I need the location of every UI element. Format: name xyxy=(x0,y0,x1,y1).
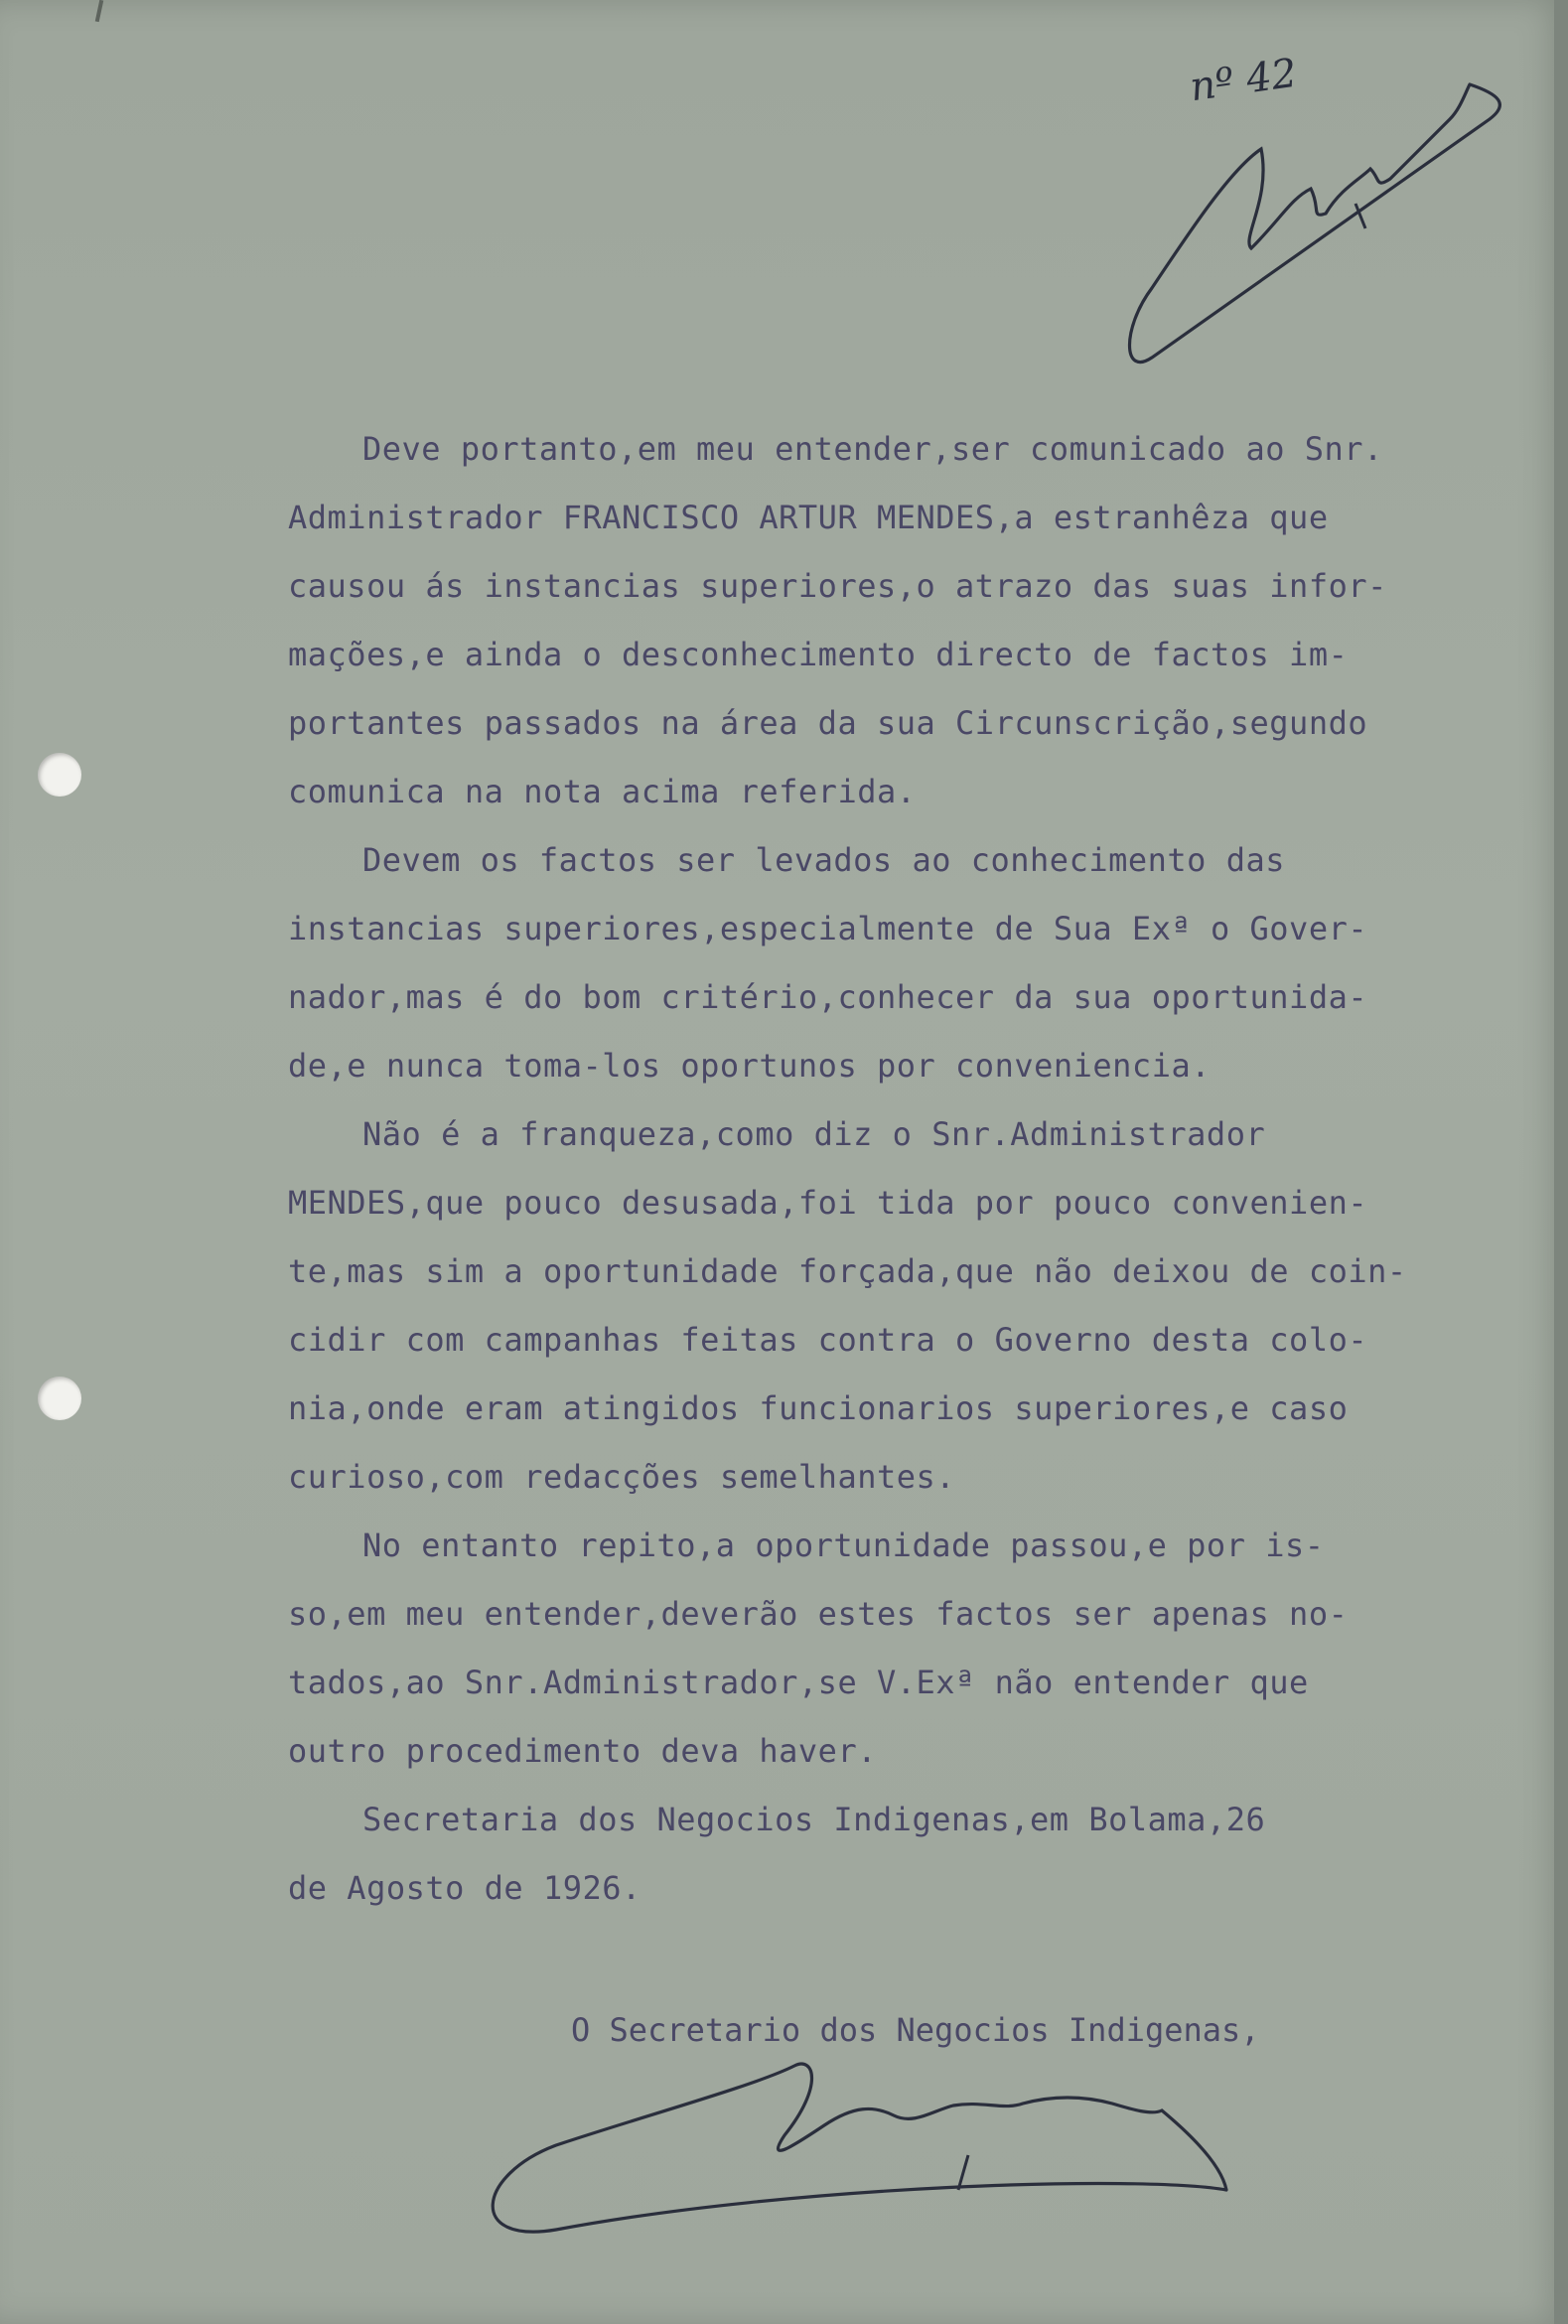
text-line: cidir com campanhas feitas contra o Governo desta colo- xyxy=(288,1321,1368,1359)
text-line: comunica na nota acima referida. xyxy=(288,773,917,810)
text-line: curioso,com redacções semelhantes. xyxy=(288,1458,956,1496)
text-line: nador,mas é do bom critério,conhecer da sua oportunida- xyxy=(288,978,1368,1016)
text-line: de Agosto de 1926. xyxy=(288,1869,641,1907)
closing-title: O Secretario dos Negocios Indigenas, xyxy=(571,2011,1260,2049)
text-line: outro procedimento deva haver. xyxy=(288,1732,877,1770)
text-line: Deve portanto,em meu entender,ser comunicado ao Snr. xyxy=(362,430,1383,468)
text-line: Administrador FRANCISCO ARTUR MENDES,a estranhêza que xyxy=(288,499,1329,536)
text-line: nia,onde eram atingidos funcionarios superiores,e caso xyxy=(288,1389,1349,1427)
text-line: No entanto repito,a oportunidade passou,e por is- xyxy=(362,1526,1325,1564)
text-line: MENDES,que pouco desusada,foi tida por pouco convenien- xyxy=(288,1184,1368,1222)
text-line: de,e nunca toma-los oportunos por conveniencia. xyxy=(288,1047,1211,1085)
text-line: mações,e ainda o desconhecimento directo de factos im- xyxy=(288,636,1349,673)
text-line: instancias superiores,especialmente de Sua Exª o Gover- xyxy=(288,910,1368,947)
text-line: tados,ao Snr.Administrador,se V.Exª não entender que xyxy=(288,1664,1309,1701)
text-line: te,mas sim a oportunidade forçada,que não deixou de coin- xyxy=(288,1252,1407,1290)
text-line: Devem os factos ser levados ao conhecimento das xyxy=(362,841,1285,879)
document-number: nº 42 xyxy=(1187,50,1300,111)
text-line: so,em meu entender,deverão estes factos ser apenas no- xyxy=(288,1595,1349,1633)
text-line: Secretaria dos Negocios Indigenas,em Bolama,26 xyxy=(362,1801,1266,1838)
text-line: Não é a franqueza,como diz o Snr.Administrador xyxy=(362,1115,1266,1153)
text-line: portantes passados na área da sua Circunscrição,segundo xyxy=(288,704,1368,742)
text-line: causou ás instancias superiores,o atrazo das suas infor- xyxy=(288,567,1387,605)
